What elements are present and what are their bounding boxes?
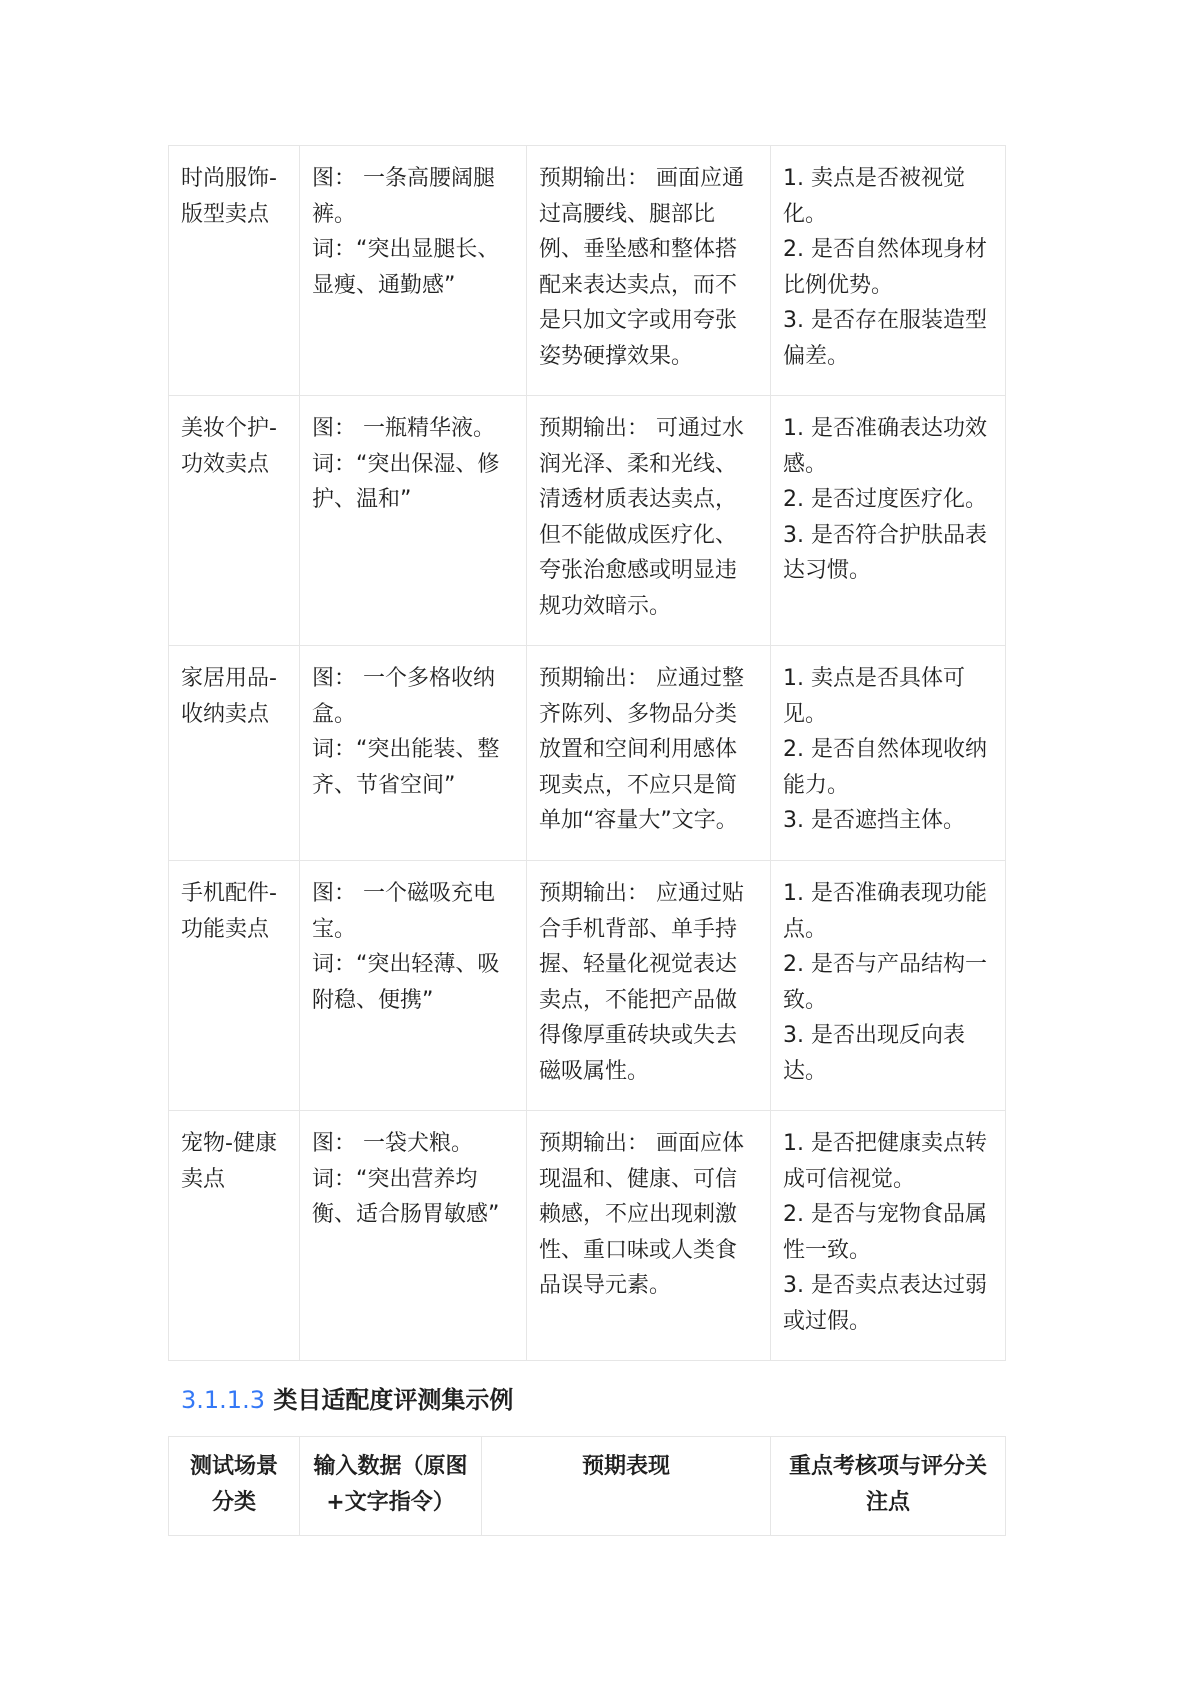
header-line: 测试场景	[189, 1454, 278, 1479]
table-row	[169, 646, 1006, 861]
cell-line: 1. 是否准确表现功能	[783, 881, 987, 906]
cell-line: 过高腰线、腿部比	[539, 201, 716, 227]
cell-line: 得像厚重砖块或失去	[539, 1023, 738, 1048]
cell-line: 宝。	[312, 916, 357, 942]
cell-line: 单加“容量大”文字。	[539, 808, 738, 833]
cell-line: 致。	[783, 987, 828, 1013]
header-line: 重点考核项与评分关	[788, 1454, 987, 1479]
cell-line: 握、轻量化视觉表达	[539, 952, 738, 977]
cell-category	[169, 646, 300, 861]
cell-line: 图： 一条高腰阔腿	[312, 166, 495, 191]
cell-line: 图： 一瓶精华液。	[312, 416, 495, 441]
cell-line: 2. 是否与产品结构一	[783, 952, 987, 977]
cell-category	[169, 396, 300, 646]
cell-line: 手机配件-	[181, 881, 277, 906]
cell-line: 比例优势。	[783, 272, 894, 298]
cell-line: 达。	[783, 1058, 828, 1084]
cell-line: 2. 是否自然体现收纳	[783, 737, 987, 762]
cell-line: 性一致。	[783, 1237, 872, 1263]
cell-line: 3. 是否出现反向表	[783, 1023, 965, 1048]
cell-line: 预期输出： 画面应体	[539, 1131, 744, 1156]
cell-checks	[771, 396, 1006, 646]
table-row	[169, 1111, 1006, 1361]
cell-line: 裤。	[312, 201, 357, 227]
cell-line: 3. 是否卖点表达过弱	[783, 1273, 987, 1298]
cell-line: 盒。	[312, 701, 357, 727]
cell-line: 3. 是否存在服装造型	[783, 308, 987, 333]
header-line: 注点	[865, 1489, 910, 1515]
cell-line: 配来表达卖点，而不	[539, 272, 738, 298]
cell-category	[169, 861, 300, 1111]
cell-line: 版型卖点	[181, 201, 270, 227]
section-number-link[interactable]: 3.1.1.3	[181, 1386, 265, 1414]
cell-line: 1. 是否把健康卖点转	[783, 1131, 987, 1156]
cell-expected	[527, 646, 771, 861]
section-title: 类目适配度评测集示例	[273, 1386, 514, 1414]
cell-line: 2. 是否过度医疗化。	[783, 487, 987, 512]
cell-line: 规功效暗示。	[539, 593, 672, 619]
header-input	[300, 1437, 482, 1536]
cell-line: 家居用品-	[181, 666, 277, 691]
cell-line: 现卖点，不应只是简	[539, 772, 738, 798]
cell-checks	[771, 861, 1006, 1111]
cell-line: 词：“突出显腿长、	[312, 237, 500, 262]
cell-expected	[527, 396, 771, 646]
header-checks	[771, 1437, 1006, 1536]
section-heading	[181, 1382, 513, 1418]
cell-line: 但不能做成医疗化、	[539, 522, 738, 548]
cell-input	[300, 396, 527, 646]
cell-expected	[527, 861, 771, 1111]
cell-checks	[771, 1111, 1006, 1361]
cell-line: 2. 是否与宠物食品属	[783, 1202, 987, 1227]
cell-input	[300, 861, 527, 1111]
table-row	[169, 396, 1006, 646]
table-row	[169, 146, 1006, 396]
cell-line: 预期输出： 可通过水	[539, 416, 744, 441]
cell-line: 感。	[783, 451, 828, 477]
cell-line: 宠物-健康	[181, 1131, 277, 1156]
cell-line: 放置和空间利用感体	[539, 737, 738, 762]
cell-line: 词：“突出营养均	[312, 1166, 478, 1192]
cell-line: 附稳、便携”	[312, 987, 434, 1013]
cell-line: 赖感，不应出现刺激	[539, 1202, 738, 1227]
cell-expected	[527, 1111, 771, 1361]
cell-line: 是只加文字或用夸张	[539, 308, 738, 333]
evaluation-table	[168, 145, 1006, 1361]
header-expected	[482, 1437, 771, 1536]
cell-line: 成可信视觉。	[783, 1166, 916, 1192]
header-line: 预期表现	[581, 1454, 670, 1479]
cell-line: 词：“突出保湿、修	[312, 451, 500, 477]
cell-line: 或过假。	[783, 1308, 872, 1334]
cell-line: 预期输出： 应通过贴	[539, 881, 744, 906]
cell-line: 齐陈列、多物品分类	[539, 701, 738, 727]
evaluation-table-body	[169, 146, 1006, 1361]
cell-line: 合手机背部、单手持	[539, 916, 738, 942]
cell-line: 1. 卖点是否具体可	[783, 666, 965, 691]
cell-line: 卖点	[181, 1166, 226, 1192]
cell-line: 磁吸属性。	[539, 1058, 650, 1084]
cell-checks	[771, 646, 1006, 861]
cell-line: 卖点，不能把产品做	[539, 987, 738, 1013]
cell-line: 显瘦、通勤感”	[312, 272, 456, 298]
cell-category	[169, 1111, 300, 1361]
cell-checks	[771, 146, 1006, 396]
cell-line: 例、垂坠感和整体搭	[539, 237, 738, 262]
cell-line: 姿势硬撑效果。	[539, 343, 694, 369]
cell-line: 润光泽、柔和光线、	[539, 451, 738, 477]
cell-line: 性、重口味或人类食	[539, 1237, 738, 1263]
cell-line: 词：“突出能装、整	[312, 737, 500, 762]
cell-line: 点。	[783, 916, 828, 942]
header-line: 分类	[211, 1489, 256, 1515]
cell-line: 衡、适合肠胃敏感”	[312, 1202, 500, 1227]
cell-line: 护、温和”	[312, 487, 412, 512]
cell-line: 1. 卖点是否被视觉	[783, 166, 965, 191]
cell-line: 品误导元素。	[539, 1273, 672, 1298]
cell-line: 1. 是否准确表达功效	[783, 416, 987, 441]
cell-line: 功能卖点	[181, 916, 270, 942]
cell-category	[169, 146, 300, 396]
cell-line: 图： 一袋犬粮。	[312, 1131, 473, 1156]
cell-line: 清透材质表达卖点，	[539, 487, 738, 512]
cell-line: 词：“突出轻薄、吸	[312, 952, 500, 977]
cell-line: 3. 是否遮挡主体。	[783, 808, 965, 833]
cell-line: 偏差。	[783, 343, 850, 369]
cell-line: 图： 一个磁吸充电	[312, 881, 495, 906]
cell-input	[300, 146, 527, 396]
cell-line: 图： 一个多格收纳	[312, 666, 495, 691]
category-table	[168, 1436, 1006, 1536]
category-table-header-row	[169, 1437, 1006, 1536]
cell-line: 3. 是否符合护肤品表	[783, 522, 987, 548]
table-row	[169, 861, 1006, 1111]
cell-line: 收纳卖点	[181, 701, 270, 727]
cell-line: 能力。	[783, 772, 850, 798]
cell-line: 功效卖点	[181, 451, 270, 477]
cell-line: 齐、节省空间”	[312, 772, 456, 798]
cell-line: 预期输出： 画面应通	[539, 166, 744, 191]
header-scenario	[169, 1437, 300, 1536]
cell-line: 见。	[783, 701, 828, 727]
cell-line: 预期输出： 应通过整	[539, 666, 744, 691]
cell-input	[300, 646, 527, 861]
cell-line: 现温和、健康、可信	[539, 1166, 738, 1192]
cell-line: 达习惯。	[783, 558, 872, 583]
cell-line: 时尚服饰-	[181, 166, 277, 191]
cell-line: 2. 是否自然体现身材	[783, 237, 987, 262]
cell-line: 夸张治愈感或明显违	[539, 558, 738, 583]
cell-input	[300, 1111, 527, 1361]
cell-line: 化。	[783, 201, 828, 227]
cell-expected	[527, 146, 771, 396]
header-line: 输入数据（原图	[313, 1454, 468, 1479]
cell-line: 美妆个护-	[181, 416, 277, 441]
header-line: +文字指令）	[326, 1489, 455, 1515]
